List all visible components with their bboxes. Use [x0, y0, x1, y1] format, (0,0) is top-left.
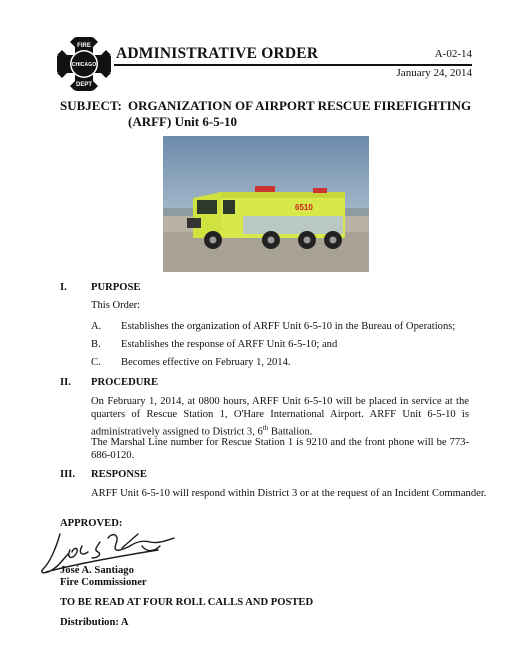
subject-line-2: (ARFF) Unit 6-5-10	[128, 114, 238, 129]
truck-number: 6510	[295, 203, 313, 212]
procedure-paragraph-2: The Marshal Line number for Rescue Station 1 is 9210 and the front phone will be 773-686-0120.	[91, 437, 469, 462]
chicago-fire-dept-logo-icon	[56, 36, 112, 92]
purpose-item-a-text: Establishes the organization of ARFF Unit 6-5-10 in the Bureau of Operations;	[121, 321, 456, 332]
order-number: A-02-14	[434, 48, 472, 60]
section-1-intro: This Order:	[91, 300, 141, 311]
section-1-number: I.	[60, 282, 67, 293]
logo-text-bottom: DEPT	[75, 82, 93, 88]
signer-title: Fire Commissioner	[60, 577, 147, 588]
signer-name: José A. Santiago	[60, 565, 134, 576]
posting-instruction: TO BE READ AT FOUR ROLL CALLS AND POSTED	[60, 597, 314, 608]
approved-label: APPROVED:	[60, 518, 123, 529]
purpose-item-c-text: Becomes effective on February 1, 2014.	[121, 357, 291, 368]
logo-text-top: FIRE	[77, 43, 91, 49]
distribution: Distribution: A	[60, 617, 129, 628]
subject-label: SUBJECT:	[60, 98, 122, 113]
procedure-p1-end: Battalion.	[268, 426, 313, 438]
document-title: ADMINISTRATIVE ORDER	[116, 45, 319, 62]
subject-line-1: ORGANIZATION OF AIRPORT RESCUE FIREFIGHTING	[128, 98, 472, 113]
section-3-number: III.	[60, 469, 76, 480]
purpose-item-b-text: Establishes the response of ARFF Unit 6-5-10; and	[121, 339, 338, 350]
procedure-p1-superscript: th	[262, 423, 269, 432]
purpose-item-a-label: A.	[91, 321, 102, 332]
logo-text-middle: CHICAGO	[71, 62, 97, 68]
arff-truck-photo	[163, 136, 369, 272]
section-1-title: PURPOSE	[91, 282, 141, 293]
procedure-paragraph-1	[91, 395, 469, 438]
purpose-item-c-label: C.	[91, 357, 101, 368]
section-2-title: PROCEDURE	[91, 377, 159, 388]
procedure-p1-main: On February 1, 2014, at 0800 hours, ARFF Unit 6-5-10 will be placed in service at the quarters of Rescue Station 1, O'Hare International Airport. ARFF Unit 6-5-10 is administratively assigned to District 3, 6	[91, 396, 469, 438]
order-date: January 24, 2014	[396, 67, 472, 79]
response-paragraph: ARFF Unit 6-5-10 will respond within District 3 or at the request of an Incident Commander.	[91, 488, 487, 499]
header-rule	[114, 64, 472, 66]
section-3-title: RESPONSE	[91, 469, 147, 480]
section-2-number: II.	[60, 377, 71, 388]
purpose-item-b-label: B.	[91, 339, 101, 350]
